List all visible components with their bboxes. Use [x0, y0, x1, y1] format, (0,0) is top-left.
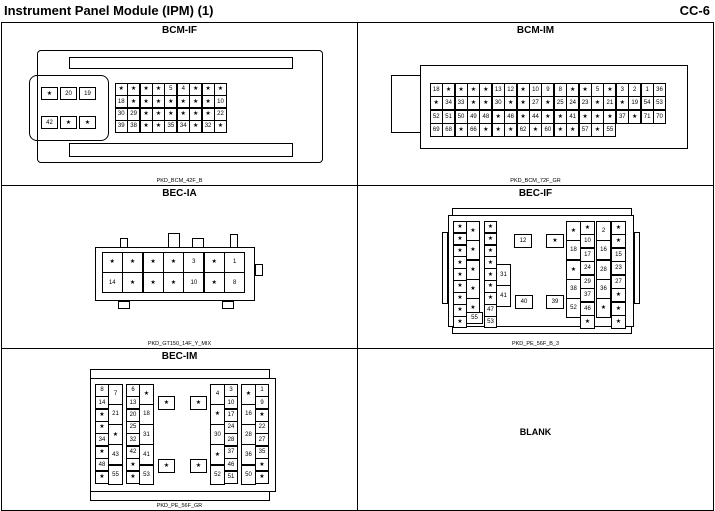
pin: ★ [611, 234, 626, 248]
pin: 27 [529, 96, 542, 110]
pin: ★ [504, 96, 517, 110]
pin: 18 [115, 95, 128, 108]
pin: 28 [241, 424, 256, 445]
pin: 18 [139, 404, 154, 425]
pin: ★ [255, 458, 269, 471]
pin: 24 [224, 421, 238, 434]
pin-column [611, 221, 626, 329]
pin: ★ [628, 110, 641, 124]
pin: ★ [190, 396, 207, 410]
pin-column [566, 221, 581, 318]
pin: ★ [177, 108, 190, 121]
pin: 49 [467, 110, 480, 124]
pin: ★ [126, 471, 140, 484]
pin: 4 [210, 384, 225, 405]
pin: ★ [202, 95, 215, 108]
pin: ★ [484, 292, 497, 305]
pin: 13 [492, 83, 505, 97]
pin: ★ [214, 120, 227, 133]
connector-top-tab [168, 233, 180, 248]
pin: ★ [603, 83, 616, 97]
pin: ★ [126, 458, 140, 471]
pin: ★ [492, 123, 505, 137]
pin: 31 [139, 424, 154, 445]
pin: 53 [653, 96, 666, 110]
pin: ★ [102, 252, 123, 273]
panel-bcm-im [357, 22, 714, 186]
pin: ★ [241, 384, 256, 405]
pin: 10 [529, 83, 542, 97]
pin: 39 [546, 295, 564, 309]
pin: ★ [189, 83, 202, 96]
pin: ★ [591, 110, 604, 124]
pin: ★ [466, 260, 480, 280]
pin: 70 [653, 110, 666, 124]
pin: ★ [140, 120, 153, 133]
pin: 18 [430, 83, 443, 97]
pin: ★ [616, 96, 629, 110]
pin: 30 [492, 96, 505, 110]
pin: ★ [566, 123, 579, 137]
pin: ★ [210, 404, 225, 425]
blank-label: BLANK [519, 427, 552, 437]
pin: ★ [152, 108, 165, 121]
pin: 34 [95, 433, 109, 446]
pin: ★ [158, 459, 175, 473]
pin: 8 [554, 83, 567, 97]
pin: ★ [202, 83, 215, 96]
pin: ★ [177, 95, 190, 108]
pin: 5 [164, 83, 177, 96]
pin-column [139, 384, 154, 485]
panel-title: BCM-IM [516, 25, 555, 36]
pin: 14 [102, 272, 123, 293]
pin: 25 [126, 421, 140, 434]
pin-column [95, 384, 109, 483]
pin: 19 [79, 87, 96, 100]
pin: ★ [95, 421, 109, 434]
pin: 55 [603, 123, 616, 137]
pin: 62 [517, 123, 530, 137]
pin: 41 [139, 444, 154, 465]
pin: 6 [126, 384, 140, 397]
pin: 22 [255, 421, 269, 434]
pin: ★ [210, 444, 225, 465]
pin: 31 [496, 264, 511, 286]
pin: 34 [177, 120, 190, 133]
pin: 68 [442, 123, 455, 137]
pin: ★ [122, 252, 143, 273]
pin: ★ [517, 83, 530, 97]
pin: ★ [455, 123, 468, 137]
connector-part-number: PKD_BCM_72F_GR [510, 178, 561, 184]
pin: 52 [210, 465, 225, 486]
pin: ★ [140, 83, 153, 96]
pin: 52 [430, 110, 443, 124]
pin: ★ [517, 96, 530, 110]
pin: ★ [127, 95, 140, 108]
pin: ★ [60, 116, 77, 129]
pin: 57 [579, 123, 592, 137]
pin: 9 [255, 396, 269, 409]
panel-title: BEC-IA [162, 188, 197, 199]
connector-bottom-rail [69, 143, 293, 157]
pin-column [496, 264, 511, 307]
pin: ★ [566, 260, 581, 280]
pin: 20 [126, 409, 140, 422]
pin: 55 [466, 312, 483, 324]
pin: ★ [95, 471, 109, 484]
pin: 2 [628, 83, 641, 97]
pin: ★ [455, 83, 468, 97]
pin: ★ [214, 83, 227, 96]
panel-title: BEC-IF [518, 188, 553, 199]
pin: ★ [484, 245, 497, 258]
pin: ★ [442, 83, 455, 97]
pin: ★ [79, 116, 96, 129]
pin: ★ [143, 272, 164, 293]
pin: ★ [189, 95, 202, 108]
pin: 48 [95, 458, 109, 471]
panel-title: BCM-IF [162, 25, 197, 36]
pin: 1 [224, 252, 245, 273]
pin: 5 [591, 83, 604, 97]
pin: ★ [466, 279, 480, 299]
pin: ★ [95, 409, 109, 422]
pin: 28 [596, 260, 611, 280]
pin: 23 [611, 261, 626, 275]
pin: ★ [453, 280, 467, 293]
pin: 24 [566, 96, 579, 110]
pin: 24 [580, 261, 595, 275]
pin-column [126, 384, 140, 483]
pin: 40 [515, 295, 533, 309]
pin: ★ [453, 245, 467, 258]
pin: ★ [611, 221, 626, 235]
pin: ★ [546, 234, 564, 248]
connector-part-number: PKD_PE_56F_B_3 [511, 341, 560, 347]
pin: 20 [60, 87, 77, 100]
pin: ★ [467, 96, 480, 110]
pin: ★ [579, 83, 592, 97]
pin-grid [115, 83, 232, 133]
pin: 23 [579, 96, 592, 110]
pin: ★ [596, 298, 611, 318]
pin: 36 [241, 444, 256, 465]
connector-bottom-rail [452, 326, 632, 334]
pin: 71 [641, 110, 654, 124]
pin: ★ [541, 96, 554, 110]
pin: 41 [496, 285, 511, 307]
connector-latch [255, 264, 263, 276]
pin: 66 [467, 123, 480, 137]
pin-column [466, 221, 480, 318]
connector-left-tab [391, 75, 421, 133]
page-header [0, 0, 715, 22]
pin-column [224, 384, 238, 483]
pin: 28 [224, 433, 238, 446]
pin-grid [430, 83, 666, 137]
pin: 36 [596, 279, 611, 299]
pin: 17 [580, 248, 595, 262]
pin: 1 [641, 83, 654, 97]
pin: 46 [224, 458, 238, 471]
pin: ★ [95, 446, 109, 459]
pin: 27 [611, 275, 626, 289]
pin: 4 [177, 83, 190, 96]
pin: ★ [566, 83, 579, 97]
pin: ★ [453, 221, 467, 234]
pin: ★ [591, 96, 604, 110]
connector-bottom-tab [222, 301, 234, 309]
pin-column [596, 221, 611, 318]
pin: 55 [108, 465, 123, 486]
pin: ★ [453, 233, 467, 246]
pin: ★ [466, 240, 480, 260]
panel-title: BEC-IM [161, 351, 198, 362]
pin: ★ [189, 108, 202, 121]
pin: ★ [453, 268, 467, 281]
pin: ★ [255, 409, 269, 422]
pin: 15 [611, 248, 626, 262]
pin: 8 [224, 272, 245, 293]
connector-top-rail [69, 57, 293, 69]
pin: 29 [127, 108, 140, 121]
pin: ★ [255, 471, 269, 484]
pin: 48 [479, 110, 492, 124]
pin: ★ [611, 302, 626, 316]
pin: 30 [210, 424, 225, 445]
pin: ★ [611, 315, 626, 329]
pin: ★ [579, 110, 592, 124]
pin: 37 [616, 110, 629, 124]
panel-bec-ia [1, 185, 358, 349]
connector-right-lock [634, 232, 640, 304]
pin: 12 [504, 83, 517, 97]
pin: ★ [453, 292, 467, 305]
pin: ★ [190, 459, 207, 473]
pin: ★ [492, 110, 505, 124]
pin: ★ [479, 123, 492, 137]
pin: ★ [453, 316, 467, 329]
pin: ★ [204, 272, 225, 293]
pin: 21 [603, 96, 616, 110]
pin-column [453, 221, 467, 328]
pin: ★ [204, 252, 225, 273]
pin: ★ [566, 221, 581, 241]
pin: 10 [224, 396, 238, 409]
pin: 33 [455, 96, 468, 110]
pin: 38 [127, 120, 140, 133]
pin: 25 [554, 96, 567, 110]
pin: ★ [467, 83, 480, 97]
page-title: Instrument Panel Module (IPM) (1) [4, 3, 214, 18]
pin: 32 [202, 120, 215, 133]
pin: 16 [241, 404, 256, 425]
pin: 60 [541, 123, 554, 137]
pin: 39 [115, 120, 128, 133]
pin: 17 [224, 409, 238, 422]
pin: 2 [596, 221, 611, 241]
pin: 69 [430, 123, 443, 137]
pin-column [241, 384, 256, 485]
pin: ★ [484, 268, 497, 281]
pin: 36 [653, 83, 666, 97]
pin: 52 [566, 298, 581, 318]
pin: 22 [214, 108, 227, 121]
pin: ★ [484, 280, 497, 293]
pin: 29 [580, 275, 595, 289]
pin: ★ [611, 288, 626, 302]
pin: 1 [255, 384, 269, 397]
pin: ★ [139, 384, 154, 405]
pin: ★ [466, 298, 480, 318]
pin: ★ [158, 396, 175, 410]
pin: ★ [580, 315, 595, 329]
pin: 37 [224, 446, 238, 459]
pin: ★ [466, 221, 480, 241]
pin: ★ [517, 110, 530, 124]
pin: 14 [95, 396, 109, 409]
pin: 7 [108, 384, 123, 405]
pin: ★ [453, 256, 467, 269]
pin: 12 [514, 234, 532, 248]
pin: ★ [554, 123, 567, 137]
pin: 10 [214, 95, 227, 108]
pin: ★ [143, 252, 164, 273]
pin: 16 [596, 240, 611, 260]
pin: ★ [504, 123, 517, 137]
panel-bec-if [357, 185, 714, 349]
pin: ★ [140, 95, 153, 108]
pin: 35 [164, 120, 177, 133]
connector-bottom-tab [118, 301, 130, 309]
pin: 8 [95, 384, 109, 397]
pin: 27 [255, 433, 269, 446]
pin: 50 [241, 465, 256, 486]
pin: ★ [603, 110, 616, 124]
pin: 46 [580, 302, 595, 316]
pin: 13 [126, 396, 140, 409]
pin: ★ [41, 87, 58, 100]
pin: 18 [566, 240, 581, 260]
pin: ★ [453, 304, 467, 317]
pin: ★ [164, 95, 177, 108]
pin: 10 [580, 234, 595, 248]
pin: 35 [255, 446, 269, 459]
pin-column [580, 221, 595, 329]
pin: 44 [529, 110, 542, 124]
pin: 41 [566, 110, 579, 124]
pin: ★ [529, 123, 542, 137]
pin: 3 [616, 83, 629, 97]
pin: ★ [164, 108, 177, 121]
pin: ★ [484, 233, 497, 246]
pin: 19 [628, 96, 641, 110]
panel-bec-im [1, 348, 358, 511]
pin: ★ [554, 110, 567, 124]
pin: ★ [152, 83, 165, 96]
pin: 3 [183, 252, 204, 273]
connector-left-lock [442, 232, 448, 304]
pin: ★ [591, 123, 604, 137]
pin: ★ [580, 221, 595, 235]
panel-bcm-if [1, 22, 358, 186]
pin: 21 [108, 404, 123, 425]
pin: ★ [127, 83, 140, 96]
pin: 54 [641, 96, 654, 110]
pin: 46 [504, 110, 517, 124]
pin: ★ [152, 95, 165, 108]
pin: 9 [541, 83, 554, 97]
pin: ★ [430, 96, 443, 110]
connector-bottom-rail [90, 491, 270, 501]
pin: 32 [126, 433, 140, 446]
pin-column [255, 384, 269, 483]
pin: ★ [541, 110, 554, 124]
pin: 53 [139, 465, 154, 486]
pin: ★ [140, 108, 153, 121]
pin: ★ [108, 424, 123, 445]
pin: 37 [580, 288, 595, 302]
pin: ★ [115, 83, 128, 96]
connector-part-number: PKD_GT150_14F_Y_MIX [147, 341, 212, 347]
pin-column [210, 384, 225, 485]
pin: 51 [442, 110, 455, 124]
pin: 42 [126, 446, 140, 459]
panel-blank [357, 348, 714, 511]
pin: 3 [224, 384, 238, 397]
pin: 34 [442, 96, 455, 110]
pin: 47 [484, 304, 497, 317]
pin: ★ [163, 272, 184, 293]
pin: ★ [479, 83, 492, 97]
pin: ★ [152, 120, 165, 133]
pin-column [108, 384, 123, 485]
page-code: CC-6 [679, 3, 710, 18]
connector-part-number: PKD_PE_56F_GR [156, 503, 203, 509]
pin: ★ [484, 221, 497, 234]
pin: ★ [202, 108, 215, 121]
connector-part-number: PKD_BCM_42F_B [156, 178, 203, 184]
pin-grid [102, 252, 249, 293]
pin: ★ [189, 120, 202, 133]
pin: 42 [41, 116, 58, 129]
pin: 10 [183, 272, 204, 293]
connector-left-housing [29, 75, 109, 141]
connector-top-tab [230, 234, 238, 248]
pin: 43 [108, 444, 123, 465]
pin: 50 [455, 110, 468, 124]
pin: 53 [484, 316, 497, 329]
pin: 51 [224, 471, 238, 484]
pin: 30 [115, 108, 128, 121]
pin: 38 [566, 279, 581, 299]
pin: ★ [163, 252, 184, 273]
pin: ★ [484, 256, 497, 269]
pin: ★ [479, 96, 492, 110]
pin: ★ [122, 272, 143, 293]
